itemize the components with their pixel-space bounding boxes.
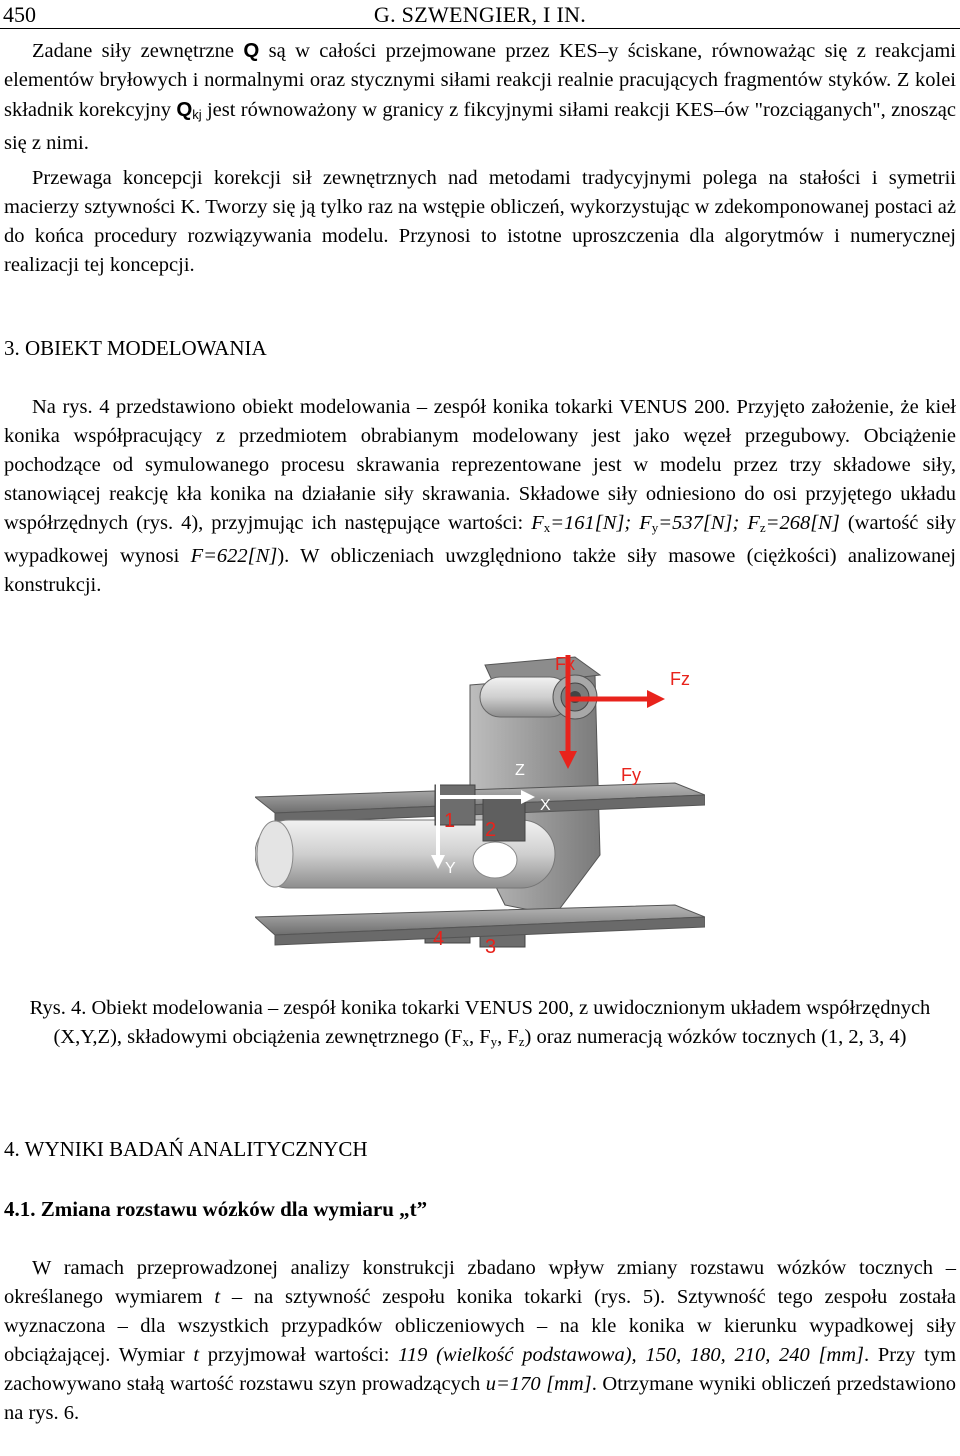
paragraph-results [4, 1254, 956, 1428]
paragraph-object [4, 393, 956, 600]
dim-t-2: t [193, 1344, 200, 1366]
section-4-heading: 4. WYNIKI BADAŃ ANALITYCZNYCH [4, 1137, 368, 1161]
paragraph-forces [4, 36, 956, 158]
caption-text-4: ) oraz numeracją wózków tocznych (1, 2, 3, 4) [524, 1026, 907, 1048]
running-head-initial: G. S [373, 2, 415, 27]
p1-text-2: są w całości przejmowane przez KES–y ściskane, równoważąc się z reakcjami elementów bryłowych i normalnymi oraz stycznymi siłami reakcji realnie pracujących fragmentów styków. Z kolei składnik korekcyjny [4, 40, 956, 121]
p3-text-3: ). W obliczeniach uwzględniono także siły masowe (ciężkości) analizowanej konstrukcji. [4, 545, 956, 596]
p4-text-2: – na sztywność zespołu konika tokarki (rys. 5). Sztywność tego zespołu została wyznaczona – dla wszystkich przypadków obliczeniowych – na kle konika w kierunku wypadkowej siły obciążającej. Wymiar [4, 1286, 956, 1366]
label-fy: Fy [621, 765, 641, 785]
p1-text-1: Zadane siły zewnętrzne [32, 40, 244, 62]
qkj-subscript: kj [192, 107, 202, 122]
page-number: 450 [3, 2, 36, 27]
fy-symbol: F [639, 512, 652, 534]
label-axis-x: X [540, 797, 551, 814]
p2-text: Przewaga koncepcji korekcji sił zewnętrznych nad metodami tradycyjnymi polega na stałości i symetrii macierzy sztywności K. Tworzy się ją tylko raz na wstępie obliczeń, wykorzystując w zdekomponowanej postaci aż do końca procedury rozwiązywania modelu. Przynosi to istotne uproszczenia dla algorytmów i numerycznej realizacji tej koncepcji. [4, 167, 956, 276]
q-symbol: Q [243, 39, 260, 62]
caption-sub-y: y [490, 1034, 498, 1049]
fx-symbol: F [531, 512, 544, 534]
page-header [0, 0, 960, 28]
caption-text-2: , F [468, 1026, 491, 1048]
fx-sub: x [543, 520, 551, 535]
p3-text-2: (wartość siły wypadkowej wynosi [4, 512, 957, 567]
label-carriage-3: 3 [485, 936, 497, 958]
header-rule [0, 28, 960, 29]
p4-text-5: . Otrzymane wyniki obliczeń przedstawiono na rys. 6. [4, 1373, 957, 1424]
fz-value: =268[N] [765, 512, 840, 534]
label-carriage-4: 4 [433, 928, 445, 950]
p1-text-3: jest równoważony w granicy z fikcyjnymi siłami reakcji KES–ów "rozciąganych", znosząc się z nimi. [4, 99, 956, 154]
resultant-force: F=622[N] [190, 545, 278, 567]
running-head [0, 2, 960, 28]
label-fx: Fx [555, 655, 575, 674]
figure-caption [4, 994, 956, 1056]
caption-sub-z: z [518, 1034, 525, 1049]
dim-t-1: t [214, 1286, 221, 1308]
p3-text-1: Na rys. 4 przedstawiono obiekt modelowania – zespół konika tokarki VENUS 200. Przyjęto założenie, że kieł konika współpracujący z przedmiotem obrabianym modelowany jest jako węzeł przegubowy. Obciążenie pochodzące od symulowanego procesu skrawania reprezentowane jest w modelu przez trzy składowe siły, stanowiącej reakcję kła konika na działanie siły skrawania. Składowe siły odniesiono do osi przyjętego układu współrzędnych (rys. 4), przyjmując ich następujące wartości: [4, 396, 956, 534]
tailstock-illustration [255, 655, 705, 990]
label-axis-y: Y [445, 860, 456, 877]
p4-text-3: przyjmował wartości: [199, 1344, 399, 1366]
fx-value: =161[N]; [550, 512, 640, 534]
running-head-authors: ZWENGIER, I IN. [414, 2, 587, 27]
label-fz: Fz [670, 669, 690, 689]
label-carriage-2: 2 [485, 819, 497, 841]
fz-symbol: F [747, 512, 760, 534]
label-carriage-1: 1 [444, 810, 456, 832]
u-value: u=170 [mm] [485, 1373, 592, 1395]
p4-text-4: . Przy tym zachowywano stałą wartość rozstawu szyn prowadzących [4, 1344, 957, 1395]
fz-sub: z [759, 520, 766, 535]
figure-tailstock [255, 655, 705, 990]
qkj-symbol: Q [176, 98, 193, 121]
paragraph-advantage [4, 164, 956, 280]
section-4-1-heading: 4.1. Zmiana rozstawu wózków dla wymiaru „t” [4, 1197, 428, 1221]
fy-sub: y [651, 520, 659, 535]
caption-text-3: , F [497, 1026, 519, 1048]
fy-value: =537[N]; [658, 512, 748, 534]
section-3-heading: 3. OBIEKT MODELOWANIA [4, 336, 267, 360]
caption-sub-x: x [462, 1034, 469, 1049]
label-axis-z: Z [515, 762, 525, 779]
t-values: 119 (wielkość podstawowa), 150, 180, 210, 240 [mm] [398, 1344, 865, 1366]
p4-text-1: W ramach przeprowadzonej analizy konstrukcji zbadano wpływ zmiany rozstawu wózków tocznych – określanego wymiarem [4, 1257, 956, 1308]
caption-text-1: Rys. 4. Obiekt modelowania – zespół konika tokarki VENUS 200, z uwidocznionym układem współrzędnych (X,Y,Z), składowymi obciążenia zewnętrznego (F [29, 997, 931, 1048]
